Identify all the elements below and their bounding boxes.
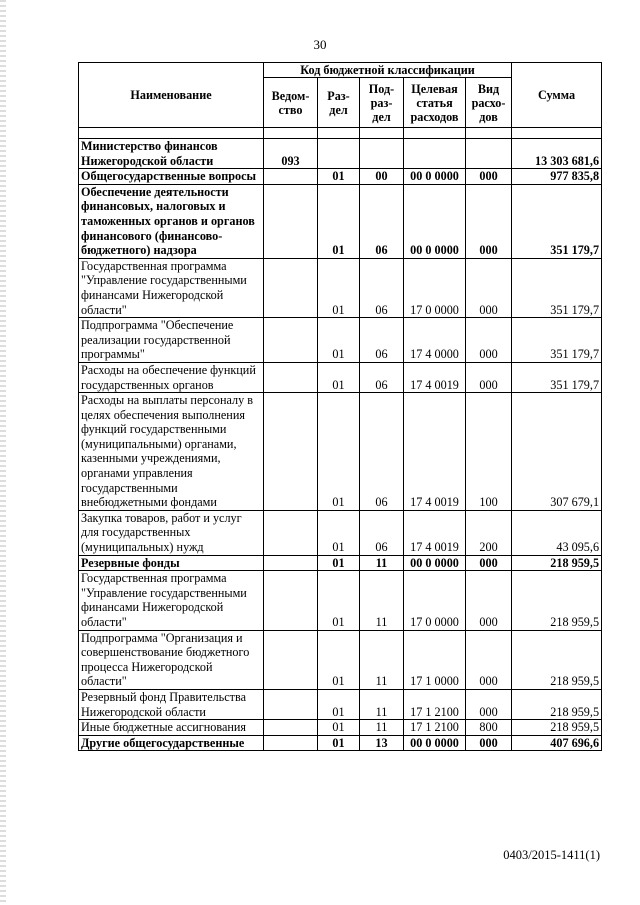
header-amount: Сумма	[512, 63, 602, 128]
document-code: 0403/2015-1411(1)	[503, 848, 600, 862]
header-target: Целевая статья расходов	[404, 78, 466, 128]
cell-type: 000	[466, 555, 512, 571]
cell-department	[264, 555, 318, 571]
cell-target: 00 0 0000	[404, 555, 466, 571]
cell-target: 17 1 2100	[404, 720, 466, 736]
cell-subsection: 06	[360, 258, 404, 317]
cell-subsection: 11	[360, 720, 404, 736]
cell-section: 01	[318, 735, 360, 751]
cell-department	[264, 510, 318, 555]
cell-section: 01	[318, 555, 360, 571]
cell-target: 17 1 0000	[404, 630, 466, 689]
header-name: Наименование	[79, 63, 264, 128]
cell-target: 17 4 0019	[404, 393, 466, 511]
spacer-row	[79, 128, 602, 139]
cell-subsection: 11	[360, 571, 404, 630]
table-row	[79, 720, 602, 736]
cell-target: 17 0 0000	[404, 258, 466, 317]
scan-edge	[0, 0, 6, 905]
cell-type: 000	[466, 571, 512, 630]
cell-section: 01	[318, 362, 360, 392]
cell-amount: 218 959,5	[512, 720, 602, 736]
cell-amount: 351 179,7	[512, 318, 602, 363]
page-number: 30	[313, 37, 327, 52]
cell-amount: 351 179,7	[512, 258, 602, 317]
cell-type: 800	[466, 720, 512, 736]
cell-section: 01	[318, 318, 360, 363]
cell-subsection: 06	[360, 510, 404, 555]
table-row	[79, 571, 602, 630]
cell-type: 000	[466, 630, 512, 689]
table-row	[79, 139, 602, 169]
cell-section: 01	[318, 393, 360, 511]
cell-department	[264, 362, 318, 392]
cell-department	[264, 258, 318, 317]
table-row	[79, 630, 602, 689]
header-code-group: Код бюджетной классификации	[264, 63, 512, 78]
cell-department	[264, 184, 318, 258]
cell-amount: 351 179,7	[512, 362, 602, 392]
cell-subsection: 06	[360, 318, 404, 363]
cell-department	[264, 318, 318, 363]
cell-name: Обеспечение деятельности финансовых, налоговых и таможенных органов и органов финансового (финансово-бюджетного) надзора	[79, 184, 264, 258]
cell-subsection: 11	[360, 630, 404, 689]
cell-department: 093	[264, 139, 318, 169]
cell-subsection	[360, 139, 404, 169]
cell-subsection: 06	[360, 362, 404, 392]
cell-amount: 218 959,5	[512, 555, 602, 571]
cell-section: 01	[318, 510, 360, 555]
cell-subsection: 06	[360, 393, 404, 511]
cell-name: Общегосударственные вопросы	[79, 169, 264, 185]
cell-amount: 218 959,5	[512, 689, 602, 719]
cell-target: 17 4 0019	[404, 362, 466, 392]
cell-amount: 977 835,8	[512, 169, 602, 185]
cell-type: 000	[466, 689, 512, 719]
cell-department	[264, 630, 318, 689]
table-row	[79, 735, 602, 751]
table-row	[79, 169, 602, 185]
cell-amount: 407 696,6	[512, 735, 602, 751]
cell-target	[404, 139, 466, 169]
cell-type: 100	[466, 393, 512, 511]
cell-department	[264, 720, 318, 736]
cell-subsection: 00	[360, 169, 404, 185]
cell-section: 01	[318, 571, 360, 630]
cell-name: Резервные фонды	[79, 555, 264, 571]
table-row	[79, 393, 602, 511]
cell-target: 17 1 2100	[404, 689, 466, 719]
cell-department	[264, 571, 318, 630]
cell-subsection: 11	[360, 689, 404, 719]
cell-type: 000	[466, 735, 512, 751]
table-row	[79, 318, 602, 363]
cell-section: 01	[318, 258, 360, 317]
cell-subsection: 11	[360, 555, 404, 571]
table-row	[79, 362, 602, 392]
cell-amount: 351 179,7	[512, 184, 602, 258]
cell-amount: 307 679,1	[512, 393, 602, 511]
cell-target: 00 0 0000	[404, 735, 466, 751]
cell-type: 200	[466, 510, 512, 555]
cell-name: Подпрограмма "Обеспечение реализации государственной программы"	[79, 318, 264, 363]
table-row	[79, 510, 602, 555]
cell-name: Резервный фонд Правительства Нижегородской области	[79, 689, 264, 719]
cell-name: Государственная программа "Управление государственными финансами Нижегородской области"	[79, 258, 264, 317]
table-row	[79, 689, 602, 719]
cell-subsection: 06	[360, 184, 404, 258]
cell-type: 000	[466, 184, 512, 258]
cell-amount: 43 095,6	[512, 510, 602, 555]
header-type: Вид расхо-дов	[466, 78, 512, 128]
cell-section: 01	[318, 720, 360, 736]
cell-department	[264, 689, 318, 719]
cell-subsection: 13	[360, 735, 404, 751]
cell-target: 00 0 0000	[404, 184, 466, 258]
cell-type: 000	[466, 362, 512, 392]
cell-name: Закупка товаров, работ и услуг для государственных (муниципальных) нужд	[79, 510, 264, 555]
cell-section: 01	[318, 169, 360, 185]
cell-type: 000	[466, 169, 512, 185]
cell-department	[264, 169, 318, 185]
cell-name: Расходы на выплаты персоналу в целях обеспечения выполнения функций государственными (муниципальными) органами, казенными учреждениями, органами управления государственными внебюджетными фондами	[79, 393, 264, 511]
header-department: Ведом-ство	[264, 78, 318, 128]
cell-section: 01	[318, 184, 360, 258]
cell-name: Расходы на обеспечение функций государственных органов	[79, 362, 264, 392]
cell-target: 17 4 0019	[404, 510, 466, 555]
cell-type: 000	[466, 318, 512, 363]
table-row	[79, 258, 602, 317]
cell-amount: 218 959,5	[512, 630, 602, 689]
cell-amount: 13 303 681,6	[512, 139, 602, 169]
cell-name: Иные бюджетные ассигнования	[79, 720, 264, 736]
cell-section: 01	[318, 689, 360, 719]
cell-amount: 218 959,5	[512, 571, 602, 630]
cell-name: Государственная программа "Управление государственными финансами Нижегородской области"	[79, 571, 264, 630]
cell-target: 00 0 0000	[404, 169, 466, 185]
header-subsection: Под-раз-дел	[360, 78, 404, 128]
cell-name: Другие общегосударственные	[79, 735, 264, 751]
cell-target: 17 4 0000	[404, 318, 466, 363]
cell-department	[264, 393, 318, 511]
table-row	[79, 184, 602, 258]
cell-type	[466, 139, 512, 169]
cell-section: 01	[318, 630, 360, 689]
budget-table	[78, 62, 602, 751]
cell-section	[318, 139, 360, 169]
header-section: Раз-дел	[318, 78, 360, 128]
cell-name: Подпрограмма "Организация и совершенствование бюджетного процесса Нижегородской области"	[79, 630, 264, 689]
cell-type: 000	[466, 258, 512, 317]
table-row	[79, 555, 602, 571]
cell-department	[264, 735, 318, 751]
cell-name: Министерство финансов Нижегородской области	[79, 139, 264, 169]
cell-target: 17 0 0000	[404, 571, 466, 630]
